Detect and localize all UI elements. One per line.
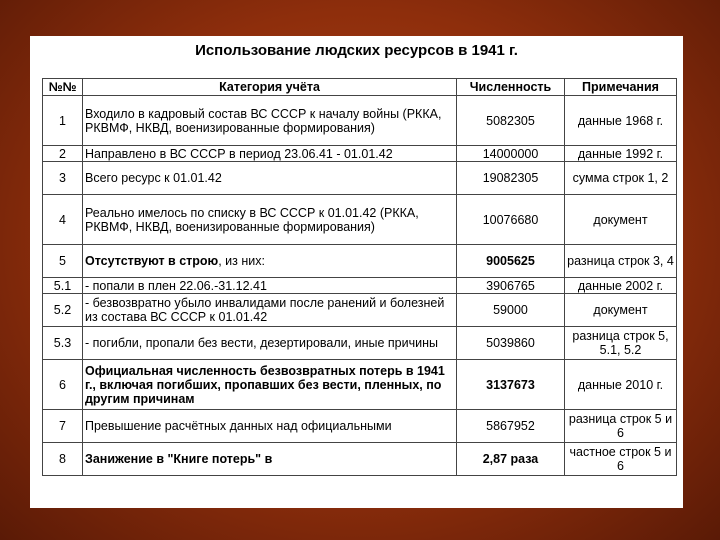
table-row <box>43 294 677 327</box>
header-category: Категория учёта <box>83 79 457 96</box>
row-count: 5082305 <box>457 96 565 146</box>
row-note: сумма строк 1, 2 <box>565 162 677 195</box>
table-row <box>43 195 677 245</box>
row-number: 4 <box>43 195 83 245</box>
row-category: Всего ресурс к 01.01.42 <box>83 162 457 195</box>
table-row <box>43 96 677 146</box>
row-note: разница строк 5 и 6 <box>565 410 677 443</box>
row-number: 5 <box>43 245 83 278</box>
row-category-rest: , из них: <box>218 254 265 268</box>
row-category: Реально имелось по списку в ВС СССР к 01.01.42 (РККА, РКВМФ, НКВД, военизированные формирования) <box>83 195 457 245</box>
row-note: разница строк 3, 4 <box>565 245 677 278</box>
row-category <box>83 245 457 278</box>
table-row <box>43 146 677 162</box>
row-category: Направлено в ВС СССР в период 23.06.41 - 01.01.42 <box>83 146 457 162</box>
row-number: 5.3 <box>43 327 83 360</box>
row-category <box>83 360 457 410</box>
row-category <box>83 443 457 476</box>
row-note: разница строк 5, 5.1, 5.2 <box>565 327 677 360</box>
row-count: 3906765 <box>457 278 565 294</box>
row-note: данные 1992 г. <box>565 146 677 162</box>
row-number: 5.2 <box>43 294 83 327</box>
row-number: 7 <box>43 410 83 443</box>
row-count: 14000000 <box>457 146 565 162</box>
row-count: 10076680 <box>457 195 565 245</box>
row-number: 1 <box>43 96 83 146</box>
row-number: 3 <box>43 162 83 195</box>
row-category-bold: Отсутствуют в строю <box>85 254 219 268</box>
table-row <box>43 245 677 278</box>
table-row <box>43 360 677 410</box>
header-notes: Примечания <box>565 79 677 96</box>
row-note: данные 1968 г. <box>565 96 677 146</box>
row-category: Входило в кадровый состав ВС СССР к началу войны (РККА, РКВМФ, НКВД, военизированные формирования) <box>83 96 457 146</box>
row-count: 9005625 <box>457 245 565 278</box>
row-count: 19082305 <box>457 162 565 195</box>
row-category: - попали в плен 22.06.-31.12.41 <box>83 278 457 294</box>
row-number: 5.1 <box>43 278 83 294</box>
table-row <box>43 443 677 476</box>
row-count: 5867952 <box>457 410 565 443</box>
row-count: 59000 <box>457 294 565 327</box>
table-header-row <box>43 79 677 96</box>
table-row <box>43 162 677 195</box>
row-count: 3137673 <box>457 360 565 410</box>
row-note: данные 2002 г. <box>565 278 677 294</box>
row-category: - погибли, пропали без вести, дезертировали, иные причины <box>83 327 457 360</box>
page-title: Использование людских ресурсов в 1941 г. <box>195 42 518 59</box>
table-row <box>43 278 677 294</box>
row-category-bold: Официальная численность безвозвратных потерь в 1941 г., включая погибших, пропавших без вести, пленных, по другим причинам <box>85 363 445 406</box>
row-note: документ <box>565 195 677 245</box>
row-count: 2,87 раза <box>457 443 565 476</box>
row-note: данные 2010 г. <box>565 360 677 410</box>
row-number: 8 <box>43 443 83 476</box>
row-count: 5039860 <box>457 327 565 360</box>
header-count: Численность <box>457 79 565 96</box>
resources-table <box>42 78 677 476</box>
slide-sheet <box>30 36 683 508</box>
header-number: №№ <box>43 79 83 96</box>
row-note: частное строк 5 и 6 <box>565 443 677 476</box>
row-category: Превышение расчётных данных над официальными <box>83 410 457 443</box>
row-number: 2 <box>43 146 83 162</box>
row-category-bold: Занижение в "Книге потерь" в <box>85 452 273 466</box>
row-number: 6 <box>43 360 83 410</box>
row-category: - безвозвратно убыло инвалидами после ранений и болезней из состава ВС СССР к 01.01.42 <box>83 294 457 327</box>
table-row <box>43 327 677 360</box>
table-row <box>43 410 677 443</box>
row-note: документ <box>565 294 677 327</box>
